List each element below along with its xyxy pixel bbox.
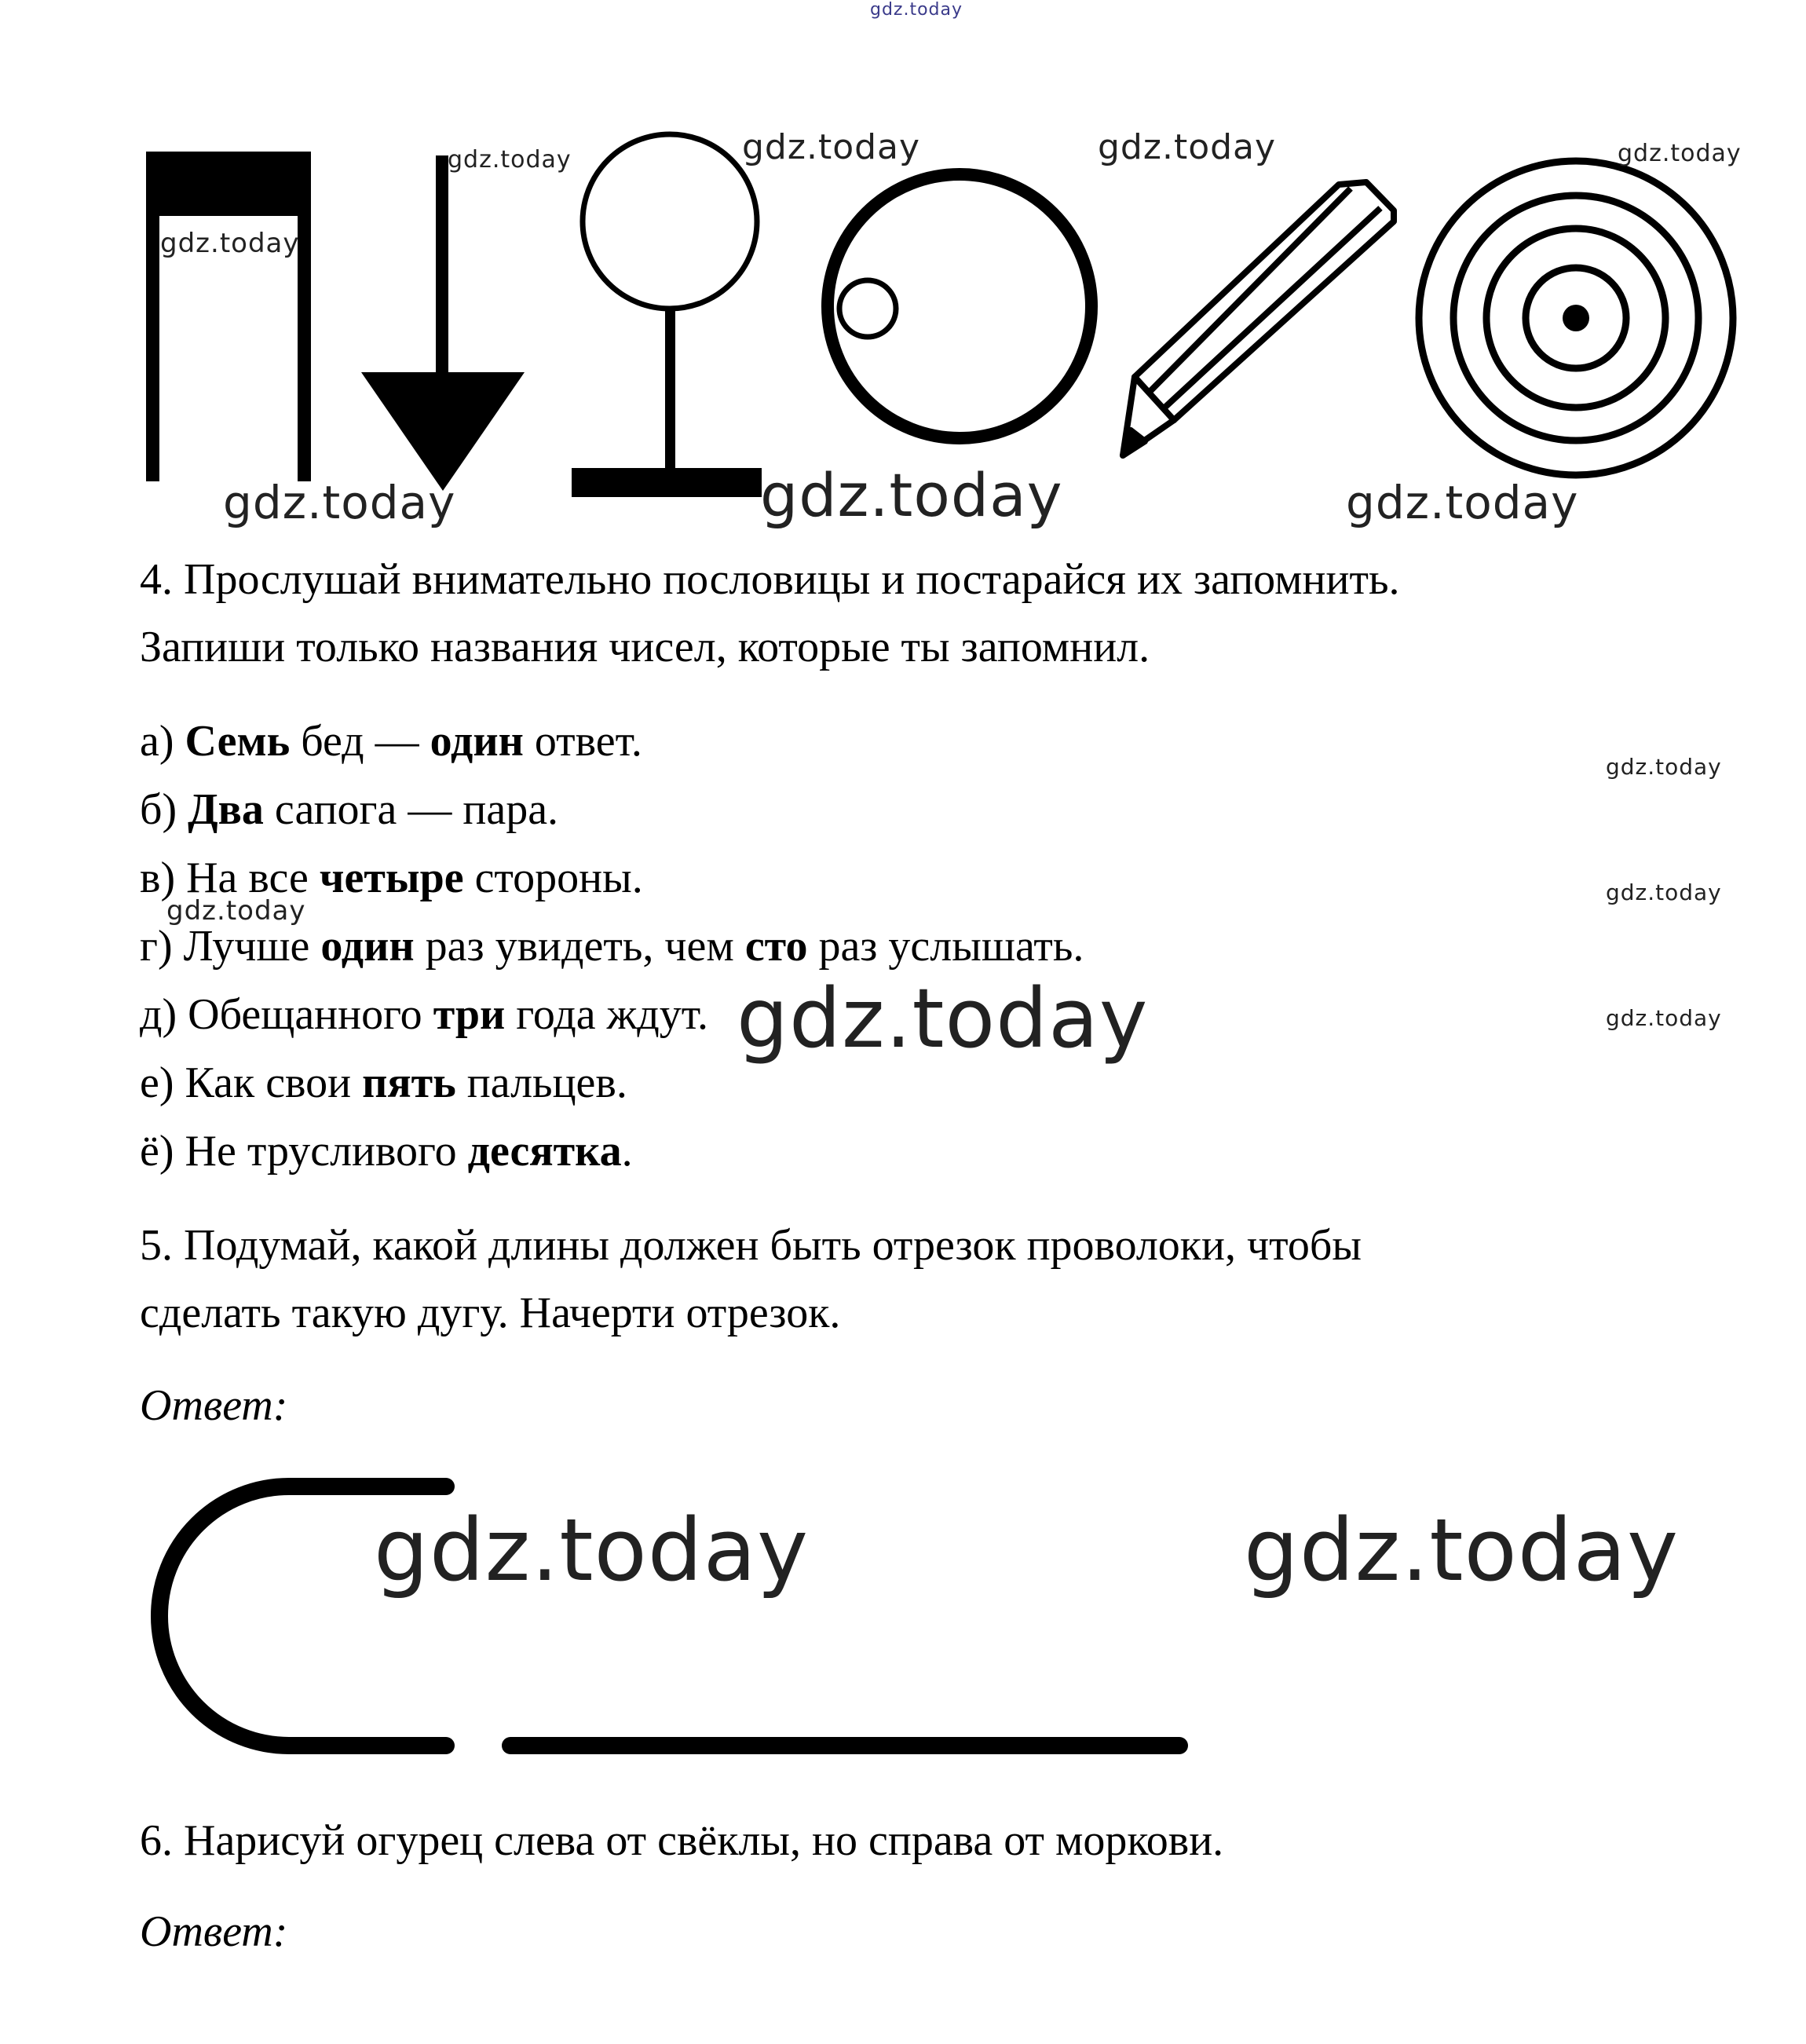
stand-icon: [572, 134, 762, 497]
proverb-text: раз услышать.: [807, 922, 1084, 971]
watermark: gdz.today: [1346, 476, 1579, 529]
proverb-text: пальцев.: [455, 1059, 627, 1107]
proverb-prefix: ё): [140, 1127, 185, 1176]
proverb-text: Не трусливого: [185, 1127, 468, 1176]
watermark: gdz.today: [448, 146, 572, 174]
proverb-text: года ждут.: [505, 990, 709, 1039]
watermark: gdz.today: [166, 895, 306, 927]
proverb-text: Обещанного: [188, 990, 433, 1039]
watermark: gdz.today: [737, 971, 1149, 1066]
proverb-line: [140, 784, 558, 835]
task5-title-line1: 5. Подумай, какой длины должен быть отрезок проволоки, чтобы: [140, 1221, 1362, 1270]
proverb-prefix: в): [140, 854, 187, 902]
watermark: gdz.today: [1606, 1005, 1722, 1031]
proverb-prefix: б): [140, 785, 188, 834]
proverb-line: [140, 921, 1084, 971]
proverb-number-word: три: [433, 990, 506, 1039]
watermark: gdz.today: [1606, 754, 1722, 780]
proverb-number-word: пять: [362, 1059, 456, 1107]
proverb-prefix: е): [140, 1059, 185, 1107]
proverb-text: бед —: [290, 717, 430, 766]
proverb-text: ответ.: [523, 717, 642, 766]
watermark: gdz.today: [1606, 879, 1722, 905]
proverb-number-word: один: [320, 922, 415, 971]
watermark: gdz.today: [374, 1500, 810, 1600]
task6-title: 6. Нарисуй огурец слева от свёклы, но справа от моркови.: [140, 1816, 1224, 1865]
watermark: gdz.today: [870, 0, 963, 20]
watermark: gdz.today: [223, 476, 456, 529]
table-icon: [146, 152, 311, 481]
proverb-prefix: д): [140, 990, 188, 1039]
proverb-prefix: а): [140, 717, 185, 766]
task5-title-line2: сделать такую дугу. Начерти отрезок.: [140, 1289, 841, 1337]
proverb-number-word: Семь: [185, 717, 291, 766]
pencil-icon: [1123, 182, 1394, 455]
watermark: gdz.today: [1098, 127, 1277, 167]
proverb-line: [140, 1058, 627, 1108]
ring-icon: [828, 174, 1091, 438]
task4-title-line1: 4. Прослушай внимательно пословицы и постарайся их запомнить.: [140, 555, 1400, 604]
proverb-text: Как свои: [185, 1059, 363, 1107]
proverb-prefix: г): [140, 922, 184, 971]
task5-answer-label: Ответ:: [140, 1381, 288, 1430]
proverb-line: [140, 1126, 633, 1176]
task6-answer-label: Ответ:: [140, 1907, 288, 1956]
proverb-text: сапога — пара.: [263, 785, 559, 834]
target-icon: [1419, 161, 1733, 475]
proverb-number-word: Два: [188, 785, 264, 834]
task4-title-line2: Запиши только названия чисел, которые ты запомнил.: [140, 623, 1150, 671]
arrow-down-icon: [361, 155, 525, 491]
proverb-number-word: четыре: [319, 854, 464, 902]
proverb-line: [140, 716, 642, 766]
proverb-text: .: [621, 1127, 633, 1176]
proverb-number-word: один: [430, 717, 524, 766]
watermark: gdz.today: [1618, 140, 1742, 167]
watermark: gdz.today: [160, 228, 300, 259]
watermark: gdz.today: [1244, 1500, 1680, 1600]
watermark: gdz.today: [760, 460, 1063, 530]
proverb-number-word: сто: [744, 922, 808, 971]
proverb-number-word: десятка: [467, 1127, 622, 1176]
proverb-text: стороны.: [463, 854, 643, 902]
watermark: gdz.today: [742, 127, 921, 167]
proverb-text: На все: [186, 854, 320, 902]
top-figures: [0, 0, 1806, 534]
proverb-line: [140, 989, 708, 1040]
proverb-text: раз увидеть, чем: [414, 922, 745, 971]
proverb-text: Лучше: [183, 922, 321, 971]
